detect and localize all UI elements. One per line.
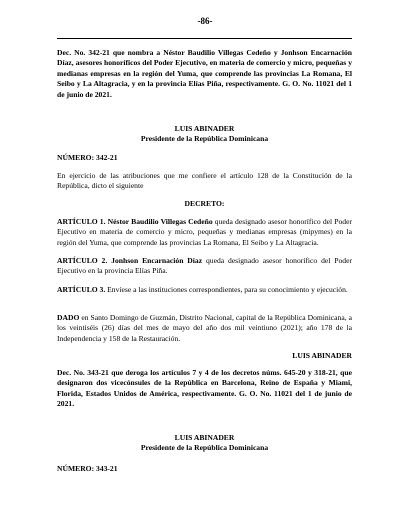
header-rule [57, 38, 352, 39]
decree-343-summary: Dec. No. 343-21 que deroga los artículos 7 y 4 de los decretos núms. 645-20 y 318-21, que designaron dos vicecónsules de la República en Barcelona, Reino de España y Miami, Florida, Estados Unidos de América, respectivamente. G. O. No. 11021 del 1 de junio de 2021. [57, 368, 352, 409]
decree-343-signer-title: Presidente de la República Dominicana [140, 443, 269, 452]
closing-signature: LUIS ABINADER [292, 351, 352, 360]
decree-342-signer-title: Presidente de la República Dominicana [140, 134, 269, 143]
dado-paragraph [57, 313, 352, 344]
article-1 [57, 217, 352, 248]
article-1-label: ARTÍCULO 1. Néstor Baudilio Villegas Cedeño [57, 217, 213, 226]
article-1-text: queda designado asesor honorífico del Poder Ejecutivo en materia de comercio y micro, pequeñas y medianas empresas (mipymes) en la región del Yuma, que comprende las provincias La Romana, El Seibo y La Altagracia. [57, 217, 352, 247]
article-2 [57, 256, 352, 277]
dado-text: en Santo Domingo de Guzmán, Distrito Nacional, capital de la República Dominicana, a los veintiséis (26) días del mes de mayo del año dos mil veintiuno (2021); año 178 de la Independencia y 158 de la Restauración. [57, 313, 352, 343]
article-2-text: queda designado asesor honorífico del Poder Ejecutivo en la provincia Elías Piña. [57, 256, 352, 276]
dado-label: DADO [57, 313, 80, 322]
decree-342-summary: Dec. No. 342-21 que nombra a Néstor Baudilio Villegas Cedeño y Jonhson Encarnación Díaz, asesores honoríficos del Poder Ejecutivo, en materia de comercio y micro, pequeñas y medianas empresas en la región del Yuma, que comprende las provincias La Romana, El Seibo y La Altagracia, y en la provincia Elías Piña, respectivamente. G. O. No. 11021 del 1 de junio de 2021. [57, 48, 352, 99]
decree-342-signer-name: LUIS ABINADER [174, 124, 235, 133]
decree-343-signer-name: LUIS ABINADER [174, 433, 235, 442]
article-3-label: ARTÍCULO 3. [57, 285, 106, 294]
decree-343-number: NÚMERO: 343-21 [57, 464, 118, 473]
decree-heading: DECRETO: [184, 199, 225, 208]
article-3-text: Envíese a las instituciones correspondientes, para su conocimiento y ejecución. [105, 285, 348, 294]
page-number: -86- [197, 16, 213, 26]
decree-342-preamble: En ejercicio de las atribuciones que me confiere el artículo 128 de la Constitución de la República, dicto el siguiente [57, 171, 352, 191]
article-3 [57, 285, 352, 295]
decree-342-number: NÚMERO: 342-21 [57, 153, 118, 162]
article-2-label: ARTÍCULO 2. Jonhson Encarnación Díaz [57, 256, 203, 265]
